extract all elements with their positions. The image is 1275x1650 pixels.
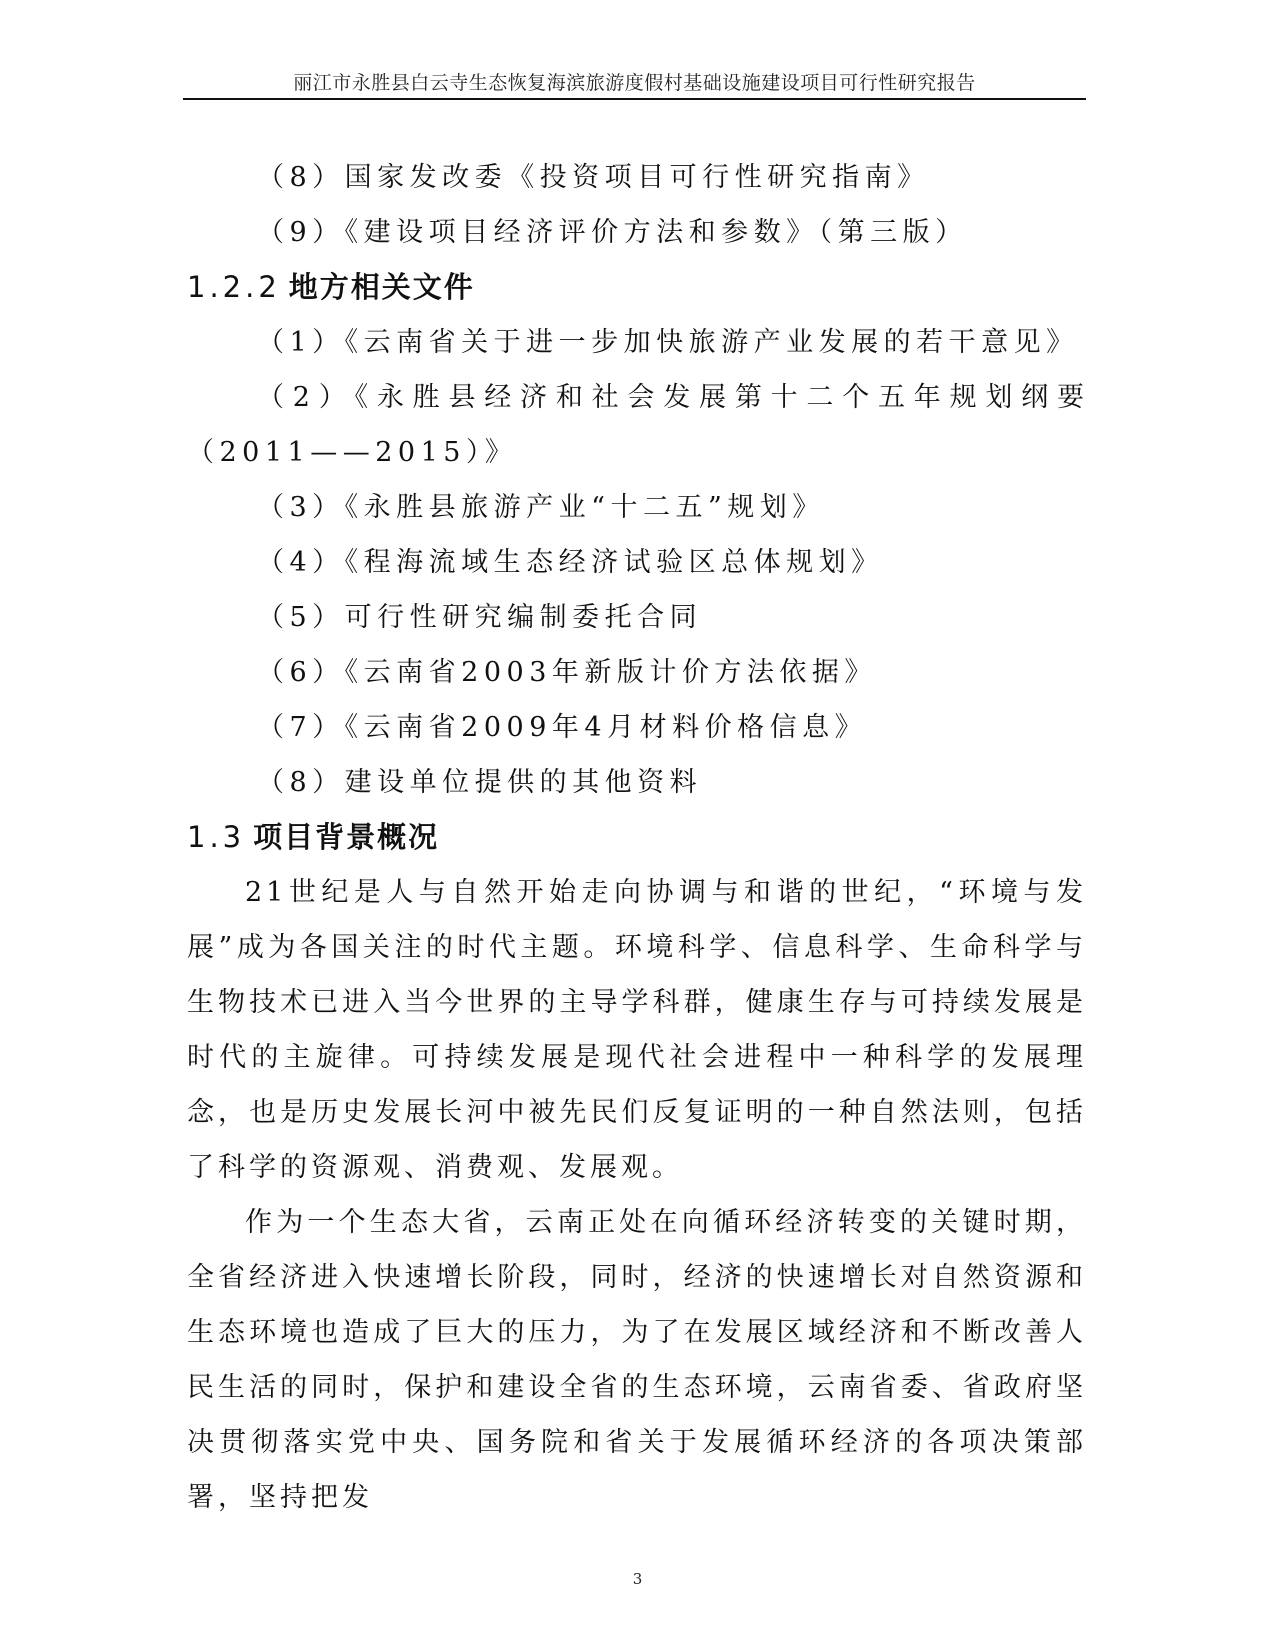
page-body xyxy=(187,150,1087,1525)
list-item: （5）可行性研究编制委托合同 xyxy=(257,602,703,633)
section-heading-1-2-2 xyxy=(187,260,1087,315)
list-item: （8）国家发改委《投资项目可行性研究指南》 xyxy=(257,162,930,193)
body-paragraph: 21世纪是人与自然开始走向协调与和谐的世纪，“环境与发展”成为各国关注的时代主题。环境科学、信息科学、生命科学与生物技术已进入当今世界的主导学科群，健康生存与可持续发展是时代的主旋律。可持续发展是现代社会进程中一种科学的发展理念，也是历史发展长河中被先民们反复证明的一种自然法则，包括了科学的资源观、消费观、发展观。 xyxy=(187,877,1087,1183)
section-heading-1-3 xyxy=(187,810,1087,865)
section-number: 1.2.2 xyxy=(187,270,281,304)
section-number: 1.3 xyxy=(187,820,246,854)
list-item: （7）《云南省2009年4月材料价格信息》 xyxy=(257,712,868,743)
list-item: （3）《永胜县旅游产业“十二五”规划》 xyxy=(257,492,825,523)
list-item: （4）《程海流域生态经济试验区总体规划》 xyxy=(257,547,884,578)
running-header: 丽江市永胜县白云寺生态恢复海滨旅游度假村基础设施建设项目可行性研究报告 xyxy=(293,72,976,94)
header-rule xyxy=(183,98,1086,100)
section-title: 项目背景概况 xyxy=(253,820,440,854)
list-item: （6）《云南省2003年新版计价方法依据》 xyxy=(257,657,877,688)
body-paragraph: 作为一个生态大省，云南正处在向循环经济转变的关键时期，全省经济进入快速增长阶段，同时，经济的快速增长对自然资源和生态环境也造成了巨大的压力，为了在发展区域经济和不断改善人民生活的同时，保护和建设全省的生态环境，云南省委、省政府坚决贯彻落实党中央、国务院和省关于发展循环经济的各项决策部署，坚持把发 xyxy=(187,1207,1087,1513)
list-item: （1）《云南省关于进一步加快旅游产业发展的若干意见》 xyxy=(257,327,1079,358)
section-title: 地方相关文件 xyxy=(288,270,475,304)
list-item: （9）《建设项目经济评价方法和参数》（第三版） xyxy=(257,217,968,248)
list-item-continuation: （2011——2015）》 xyxy=(187,437,518,468)
list-item: （8）建设单位提供的其他资料 xyxy=(257,767,703,798)
list-item: （2）《永胜县经济和社会发展第十二个五年规划纲要 xyxy=(257,382,1087,413)
page-number: 3 xyxy=(632,1570,643,1588)
